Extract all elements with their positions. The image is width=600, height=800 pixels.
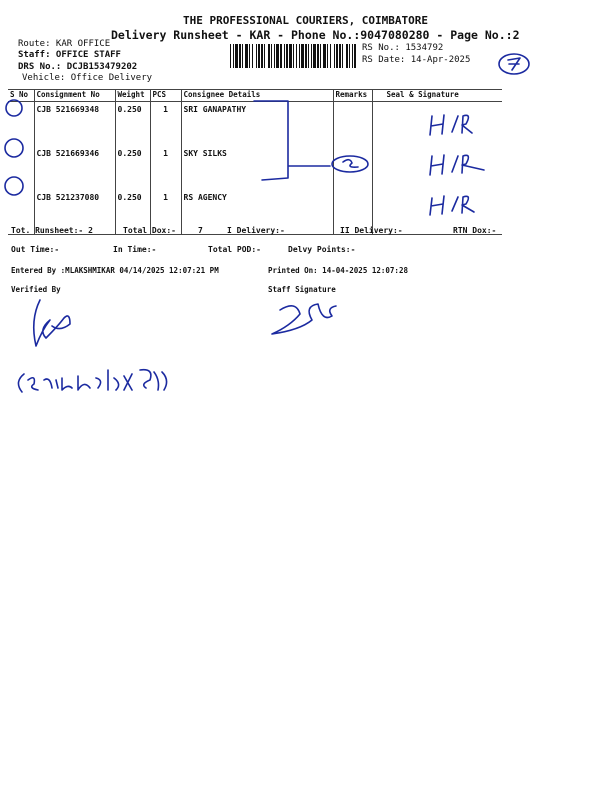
hr-mark-ink [430, 115, 472, 135]
tot-runsheet: Tot. Runsheet:- 2 [11, 226, 93, 235]
cell-consignment: CJB 521669346 [34, 146, 115, 190]
cell-pcs: 1 [150, 146, 181, 190]
col-sno: S No [8, 90, 34, 102]
cell-consignee: RS AGENCY [181, 190, 333, 235]
cell-consignment: CJB 521669348 [34, 102, 115, 147]
ii-delivery: II Delivery:- [340, 226, 403, 235]
col-consignment: Consignment No [34, 90, 115, 102]
sno-circle-mark [5, 177, 23, 195]
col-seal: Seal & Signature [372, 90, 502, 102]
out-time: Out Time:- [11, 245, 60, 254]
hr-mark-ink [430, 155, 484, 175]
cell-consignment: CJB 521237080 [34, 190, 115, 235]
verified-signature [34, 300, 70, 346]
cell-weight: 0.250 [115, 146, 150, 190]
drs-number: DRS No.: DCJB153479202 [18, 62, 138, 72]
delvy-points: Delvy Points:- [288, 245, 356, 254]
in-time: In Time:- [113, 245, 157, 254]
rs-number: RS No.: 1534792 [362, 43, 444, 53]
cell-pcs: 1 [150, 102, 181, 147]
staff-signature [272, 304, 336, 334]
bottom-handwritten-note [18, 370, 166, 392]
verified-by-label: Verified By [11, 285, 61, 294]
sno-circle-mark [5, 139, 23, 157]
col-weight: Weight [115, 90, 150, 102]
hr-mark-ink [430, 196, 474, 215]
col-remarks: Remarks [333, 90, 372, 102]
company-title: THE PROFESSIONAL COURIERS, COIMBATORE [183, 14, 429, 27]
total-dox-value: 7 [198, 226, 203, 235]
staff-label: Staff: OFFICE STAFF [18, 50, 121, 60]
printed-on: Printed On: 14-04-2025 12:07:28 [268, 266, 408, 275]
col-pcs: PCS [150, 90, 181, 102]
cell-pcs: 1 [150, 190, 181, 235]
route-label: Route: KAR OFFICE [18, 39, 111, 49]
rs-date: RS Date: 14-Apr-2025 [362, 55, 471, 65]
total-pod: Total POD:- [208, 245, 261, 254]
i-delivery: I Delivery:- [227, 226, 285, 235]
cell-consignee: SRI GANAPATHY [181, 102, 333, 147]
bracket-circle-ink [343, 160, 358, 167]
col-consignee: Consignee Details [181, 90, 333, 102]
sno-circle-mark [6, 100, 22, 116]
entered-by: Entered By :MLAKSHMIKAR 04/14/2025 12:07:21 PM [11, 266, 219, 275]
vehicle-label: Vehicle: Office Delivery [22, 73, 153, 83]
cell-consignee: SKY SILKS [181, 146, 333, 190]
cell-weight: 0.250 [115, 190, 150, 235]
bracket-mark [254, 101, 330, 180]
rtn-dox: RTN Dox:- [453, 226, 497, 235]
runsheet-subtitle: Delivery Runsheet - KAR - Phone No.:9047080280 - Page No.:2 [111, 28, 520, 42]
total-dox-label: Total Dox:- [123, 226, 176, 235]
cell-weight: 0.250 [115, 102, 150, 147]
page-number-ink [508, 58, 520, 70]
staff-signature-label: Staff Signature [268, 285, 336, 294]
